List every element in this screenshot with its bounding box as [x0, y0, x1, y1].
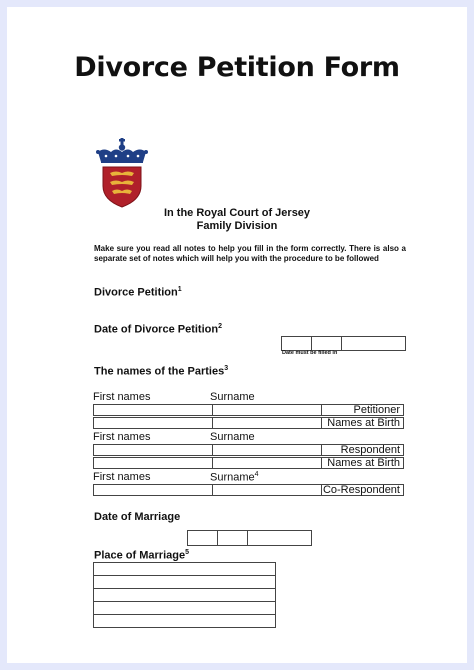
row-divider [212, 444, 213, 456]
co-respondent-surname-label [210, 471, 259, 484]
row-divider [321, 404, 322, 416]
place-of-marriage-heading [94, 549, 189, 562]
respondent-names-at-birth-label: Names at Birth [327, 457, 400, 469]
place-of-marriage-line-1[interactable] [93, 562, 276, 576]
place-of-marriage-line-5[interactable] [93, 614, 276, 628]
co-respondent-role-label: Co-Respondent [322, 484, 400, 496]
petitioner-names-at-birth-label: Names at Birth [327, 417, 400, 429]
court-heading [0, 207, 474, 233]
divorce-petition-heading [94, 286, 182, 299]
instructions-text: Make sure you read all notes to help you fill in the form correctly. There is also a separate set of notes which will help you with the procedure to be followed [94, 244, 406, 263]
co-respondent-surname-text: Surname [210, 471, 255, 484]
date-of-petition-label: Date of Divorce Petition [94, 323, 219, 336]
marriage-date-field[interactable] [187, 530, 312, 546]
row-divider [212, 484, 213, 496]
respondent-surname-label: Surname [210, 431, 255, 443]
row-divider [212, 417, 213, 429]
court-division: Family Division [196, 220, 278, 232]
date-of-marriage-heading: Date of Marriage [94, 511, 181, 523]
place-of-marriage-label: Place of Marriage [94, 549, 186, 562]
parties-label: The names of the Parties [94, 365, 225, 378]
petition-date-divider-2 [341, 337, 342, 350]
note-ref-2: 2 [218, 323, 222, 330]
divorce-petition-label: Divorce Petition [94, 286, 178, 299]
petitioner-role-label: Petitioner [353, 404, 400, 416]
petitioner-birth-names-row[interactable] [93, 417, 404, 429]
respondent-first-names-label: First names [93, 431, 151, 443]
marriage-date-divider-2 [247, 531, 248, 545]
place-of-marriage-line-2[interactable] [93, 575, 276, 589]
note-ref-5: 5 [185, 549, 189, 556]
place-of-marriage-line-3[interactable] [93, 588, 276, 602]
row-divider [212, 457, 213, 469]
co-respondent-name-row[interactable] [93, 484, 404, 496]
royal-court-crest-icon [96, 138, 148, 208]
petitioner-surname-label: Surname [210, 391, 255, 403]
row-divider [321, 457, 322, 469]
respondent-role-label: Respondent [340, 444, 400, 456]
respondent-name-row[interactable] [93, 444, 404, 456]
place-of-marriage-line-4[interactable] [93, 601, 276, 615]
petition-date-divider-1 [311, 337, 312, 350]
date-required-hint: Date must be filled in [282, 350, 338, 356]
row-divider [212, 404, 213, 416]
petitioner-first-names-label: First names [93, 391, 151, 403]
note-ref-3: 3 [224, 365, 229, 372]
date-of-petition-heading [94, 323, 222, 336]
row-divider [321, 484, 322, 496]
marriage-date-divider-1 [217, 531, 218, 545]
row-divider [321, 417, 322, 429]
petition-date-field[interactable] [281, 336, 406, 351]
petitioner-name-row[interactable] [93, 404, 404, 416]
co-respondent-first-names-label: First names [93, 471, 151, 483]
parties-heading [94, 365, 228, 378]
form-title: Divorce Petition Form [74, 52, 400, 83]
row-divider [321, 444, 322, 456]
respondent-birth-names-row[interactable] [93, 457, 404, 469]
note-ref-1: 1 [177, 286, 182, 293]
court-name: In the Royal Court of Jersey [163, 207, 311, 219]
note-ref-4: 4 [254, 471, 259, 478]
